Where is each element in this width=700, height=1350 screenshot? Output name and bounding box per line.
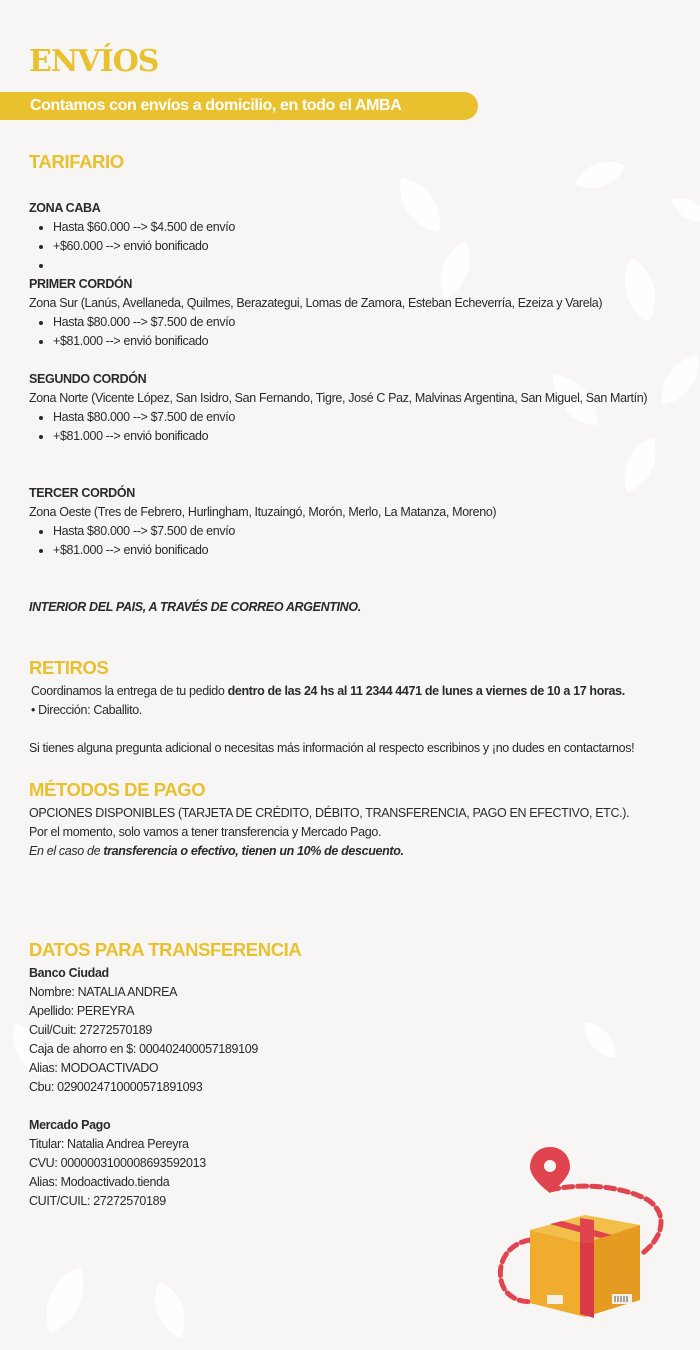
tercer-cordon-label: TERCER CORDÓN <box>29 486 135 500</box>
contact-section <box>29 739 677 758</box>
retiros-direccion: • Dirección: Caballito. <box>31 703 142 717</box>
page-title: ENVÍOS <box>29 44 159 79</box>
banco-line: Apellido: PEREYRA <box>29 1004 135 1018</box>
contact-note: Si tienes alguna pregunta adicional o necesitas más información al respecto escribinos y ¡no dudes en contactarnos! <box>29 741 635 755</box>
tercer-cordon-desc: Zona Oeste (Tres de Febrero, Hurlingham, Ituzaingó, Morón, Merlo, La Matanza, Moreno) <box>29 505 497 519</box>
list-item: • +$81.000 --> envió bonificado <box>53 427 677 446</box>
retiros-section <box>31 682 679 720</box>
mercado-pago-label: Mercado Pago <box>29 1118 111 1132</box>
banco-ciudad-label: Banco Ciudad <box>29 966 109 980</box>
zona-caba-section <box>29 199 677 275</box>
list-item: • Hasta $80.000 --> $7.500 de envío <box>53 522 677 541</box>
tercer-cordon-section <box>29 484 677 560</box>
banco-line: Caja de ahorro en $: 000402400057189109 <box>29 1042 258 1056</box>
segundo-cordon-label: SEGUNDO CORDÓN <box>29 372 147 386</box>
descuento-pre: En el caso de <box>29 844 104 858</box>
list-item: • +$60.000 --> envió bonificado <box>53 237 677 256</box>
primer-cordon-list <box>29 313 677 351</box>
metodos-momento: Por el momento, solo vamos a tener transferencia y Mercado Pago. <box>29 825 382 839</box>
metodos-section <box>29 804 649 861</box>
mp-line: CVU: 0000003100008693592013 <box>29 1156 206 1170</box>
banco-line: Cuil/Cuit: 27272570189 <box>29 1023 152 1037</box>
zona-caba-label: ZONA CABA <box>29 201 101 215</box>
list-item: • +$81.000 --> envió bonificado <box>53 332 677 351</box>
metodos-opciones: OPCIONES DISPONIBLES (TARJETA DE CRÉDITO, DÉBITO, TRANSFERENCIA, PAGO EN EFECTIVO, ETC.). <box>29 806 630 820</box>
tarifario-heading: TARIFARIO <box>29 151 124 172</box>
amba-banner: Contamos con envíos a domicilio, en todo el AMBA <box>0 92 478 120</box>
banco-ciudad-section <box>29 964 677 1097</box>
retiros-heading: RETIROS <box>29 657 109 678</box>
metodos-descuento <box>29 842 649 861</box>
banco-line: Cbu: 0290024710000571891093 <box>29 1080 203 1094</box>
mp-line: CUIT/CUIL: 27272570189 <box>29 1194 166 1208</box>
list-item: • Hasta $80.000 --> $7.500 de envío <box>53 408 677 427</box>
banco-line: Nombre: NATALIA ANDREA <box>29 985 178 999</box>
tercer-cordon-list <box>29 522 677 560</box>
interior-note: INTERIOR DEL PAIS, A TRAVÉS DE CORREO ARGENTINO. <box>29 600 361 614</box>
segundo-cordon-desc: Zona Norte (Vicente López, San Isidro, San Fernando, Tigre, José C Paz, Malvinas Argentina, San Miguel, San Martín) <box>29 391 648 405</box>
retiros-text-pre: Coordinamos la entrega de tu pedido <box>31 684 228 698</box>
datos-heading: DATOS PARA TRANSFERENCIA <box>29 939 302 960</box>
descuento-highlight: transferencia o efectivo, tienen un 10% de descuento. <box>103 844 404 858</box>
zona-caba-list <box>29 218 677 275</box>
segundo-cordon-list <box>29 408 677 446</box>
mp-line: Alias: Modoactivado.tienda <box>29 1175 170 1189</box>
primer-cordon-label: PRIMER CORDÓN <box>29 277 133 291</box>
primer-cordon-section <box>29 275 677 351</box>
mp-line: Titular: Natalia Andrea Pereyra <box>29 1137 189 1151</box>
banco-line: Alias: MODOACTIVADO <box>29 1061 159 1075</box>
list-item: • Hasta $80.000 --> $7.500 de envío <box>53 313 677 332</box>
segundo-cordon-section <box>29 370 677 446</box>
primer-cordon-desc: Zona Sur (Lanús, Avellaneda, Quilmes, Berazategui, Lomas de Zamora, Esteban Echeverría, Ezeiza y Varela) <box>29 296 603 310</box>
metodos-heading: MÉTODOS DE PAGO <box>29 779 206 800</box>
retiros-schedule: dentro de las 24 hs al 11 2344 4471 de lunes a viernes de 10 a 17 horas. <box>227 684 625 698</box>
empty-list-item <box>53 256 677 275</box>
delivery-box-route-icon <box>490 1145 670 1325</box>
list-item: • Hasta $60.000 --> $4.500 de envío <box>53 218 677 237</box>
retiros-text <box>31 682 679 701</box>
interior-section <box>29 598 677 617</box>
list-item: • +$81.000 --> envió bonificado <box>53 541 677 560</box>
